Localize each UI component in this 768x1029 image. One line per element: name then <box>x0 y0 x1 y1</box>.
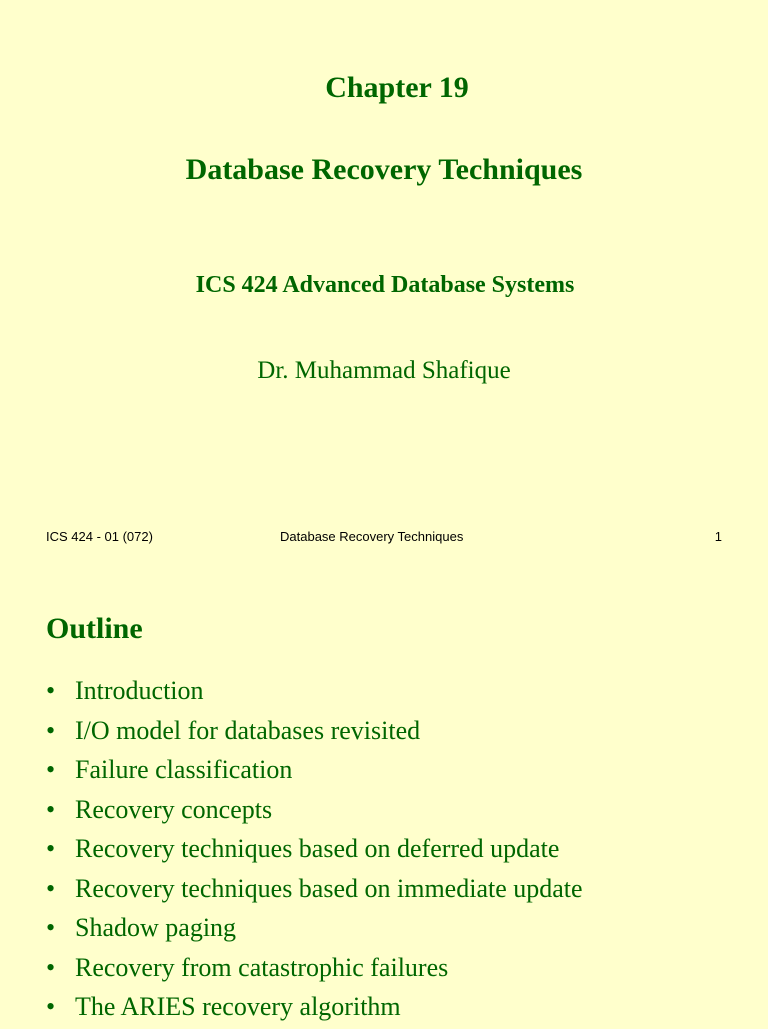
author-name: Dr. Muhammad Shafique <box>257 357 511 384</box>
bullet-icon: • <box>46 873 56 903</box>
course-title: ICS 424 Advanced Database Systems <box>195 272 575 298</box>
outline-slide <box>0 580 768 1024</box>
outline-item-label: Failure classification <box>75 755 293 784</box>
outline-item-aries-algorithm <box>46 989 583 1029</box>
bullet-icon: • <box>46 676 56 705</box>
outline-item-label: Recovery from catastrophic failures <box>75 952 449 982</box>
bullet-icon: • <box>46 794 56 824</box>
outline-item-deferred-update <box>46 831 583 871</box>
outline-item-label: Recovery concepts <box>75 794 273 824</box>
outline-item-label: Introduction <box>75 676 204 705</box>
outline-heading: Outline <box>46 612 143 645</box>
outline-list <box>46 673 583 1029</box>
outline-item-label: Recovery techniques based on immediate update <box>75 873 583 903</box>
footer-slide-title: Database Recovery Techniques <box>280 529 464 544</box>
bullet-icon: • <box>46 992 56 1021</box>
bullet-icon: • <box>46 952 56 982</box>
outline-item-introduction <box>46 673 583 713</box>
outline-item-immediate-update <box>46 871 583 911</box>
bullet-icon: • <box>46 913 56 942</box>
outline-item-io-model <box>46 713 583 753</box>
outline-item-catastrophic-failures <box>46 950 583 990</box>
outline-item-label: The ARIES recovery algorithm <box>75 992 401 1021</box>
slide-title: Database Recovery Techniques <box>185 153 583 186</box>
outline-item-recovery-concepts <box>46 792 583 832</box>
bullet-icon: • <box>46 715 56 745</box>
bullet-icon: • <box>46 834 56 863</box>
outline-item-label: I/O model for databases revisited <box>75 715 421 745</box>
footer-course-code: ICS 424 - 01 (072) <box>46 529 153 544</box>
chapter-heading: Chapter 19 <box>325 71 469 104</box>
footer-page-number: 1 <box>714 529 722 544</box>
outline-item-label: Recovery techniques based on deferred update <box>75 834 560 863</box>
outline-item-label: Shadow paging <box>75 913 237 942</box>
outline-item-failure-classification <box>46 752 583 792</box>
bullet-icon: • <box>46 755 56 784</box>
outline-item-shadow-paging <box>46 910 583 950</box>
